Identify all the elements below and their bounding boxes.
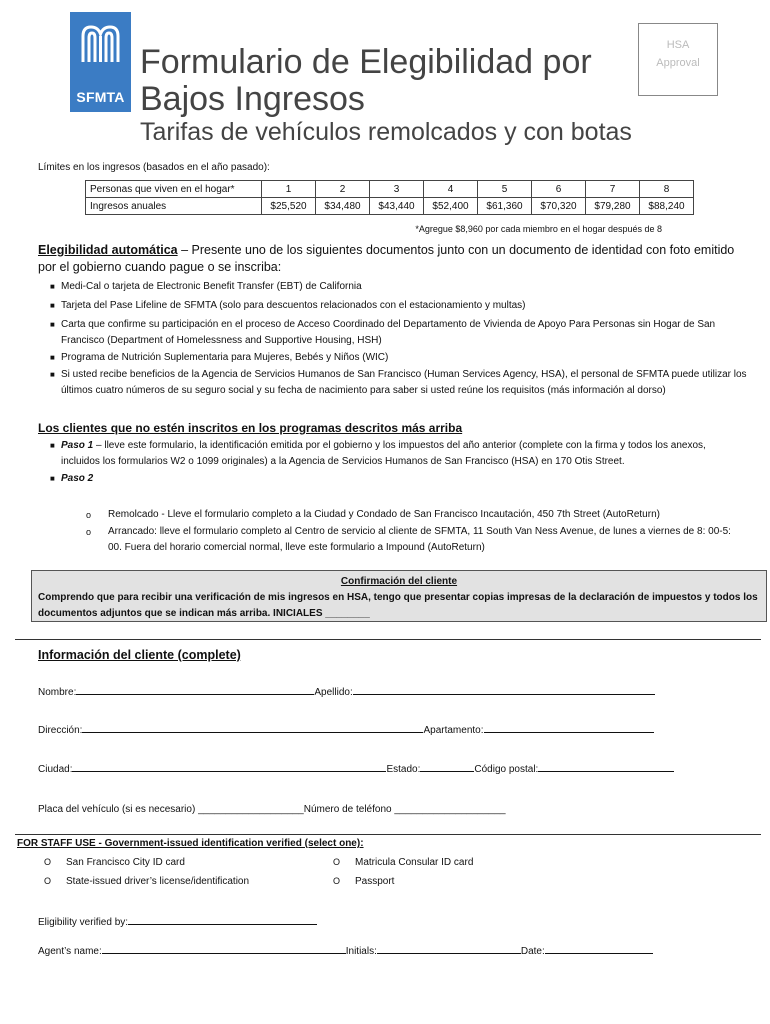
bullet-icon: ■ [50, 301, 55, 310]
staff-use-heading: FOR STAFF USE - Government-issued identification verified (select one): [17, 838, 364, 849]
ciudad-label: Ciudad: [38, 764, 73, 775]
table-cell: $52,400 [424, 198, 478, 215]
radio-circle-icon[interactable]: O [333, 857, 341, 867]
list-item: ■ Tarjeta del Pase Lifeline de SFMTA (solo para descuentos relacionados con el estacionamiento y multas) [38, 298, 748, 314]
vehicle-row [38, 803, 506, 817]
table-cell: 7 [586, 181, 640, 198]
auto-eligibility-section [38, 242, 738, 276]
table-cell: 1 [262, 181, 316, 198]
apartamento-field[interactable] [484, 722, 654, 733]
table-cell: 5 [478, 181, 532, 198]
confirmation-text: Comprendo que para recibir una verificación de mis ingresos en HSA, tengo que presentar copias impresas de la declaración de impuestos y todos los documentos adjuntos que se indican más arriba. INICIALES ________ [38, 592, 758, 619]
estado-label: Estado: [386, 764, 421, 775]
bullet-icon: ■ [50, 370, 55, 379]
logo-text: SFMTA [76, 89, 125, 105]
table-cell: $79,280 [586, 198, 640, 215]
not-enrolled-heading: Los clientes que no estén inscritos en los programas descritos más arriba [38, 421, 463, 435]
hsa-approval-box [638, 23, 718, 96]
hsa-label: HSA [666, 39, 690, 51]
nombre-field[interactable] [76, 684, 314, 695]
table-cell: 6 [532, 181, 586, 198]
list-item: o Remolcado - Lleve el formulario completo a la Ciudad y Condado de San Francisco Incautación, 450 7th Street (AutoReturn) [38, 507, 738, 523]
table-cell: 3 [370, 181, 424, 198]
codigo-field[interactable] [538, 761, 674, 772]
initials-label: Initials: [345, 946, 377, 957]
divider [15, 639, 761, 640]
option-state-license[interactable]: O State-issued driver’s license/identification [44, 876, 250, 887]
agent-label: Agent’s name: [38, 946, 102, 957]
agent-row [38, 943, 653, 959]
table-cell: 4 [424, 181, 478, 198]
bullet-icon: ■ [50, 320, 55, 329]
income-label: Ingresos anuales [86, 198, 262, 215]
sfmta-logo [70, 12, 131, 112]
list-item: ■ Carta que confirme su participación en el proceso de Acceso Coordinado del Departamento de Vivienda de Apoyo Para Personas sin Hogar de San Francisco (Department of Homelessness and Supportive Housing, HSH) [50, 319, 716, 346]
table-cell: $25,520 [262, 198, 316, 215]
bullet-icon: ■ [50, 474, 55, 483]
direccion-label: Dirección: [38, 725, 83, 736]
table-cell: $61,360 [478, 198, 532, 215]
list-item [38, 471, 718, 487]
auto-eligibility-list [38, 279, 748, 399]
sfmta-mark-icon [80, 24, 121, 64]
name-row [38, 684, 655, 700]
verified-field[interactable] [128, 914, 317, 925]
date-label: Date: [520, 946, 545, 957]
table-cell: $70,320 [532, 198, 586, 215]
confirmation-title: Confirmación del cliente [340, 576, 458, 587]
list-item: ■ Medi-Cal o tarjeta de Electronic Benefit Transfer (EBT) de California [38, 279, 748, 295]
page-title: Formulario de Elegibilidad por Bajos Ingresos [140, 43, 592, 118]
step2-sublist [38, 507, 738, 556]
table-cell: $43,440 [370, 198, 424, 215]
radio-circle-icon[interactable]: O [44, 876, 52, 886]
bullet-icon: ■ [50, 353, 55, 362]
steps-list [38, 438, 718, 487]
address-row [38, 722, 654, 738]
list-item: ■ Programa de Nutrición Suplementaria para Mujeres, Bebés y Niños (WIC) [38, 350, 748, 366]
step2-label: Paso 2 [61, 473, 94, 484]
date-field[interactable] [545, 943, 653, 954]
apellido-label: Apellido: [314, 687, 353, 698]
initials-field[interactable] [377, 943, 521, 954]
codigo-label: Código postal: [474, 764, 539, 775]
verified-row [38, 914, 317, 930]
page-subtitle: Tarifas de vehículos remolcados y con botas [140, 118, 632, 146]
table-cell: 8 [640, 181, 694, 198]
bullet-icon: ■ [50, 441, 55, 450]
household-label: Personas que viven en el hogar* [86, 181, 262, 198]
radio-circle-icon[interactable]: O [333, 876, 341, 886]
table-cell: 2 [316, 181, 370, 198]
divider [15, 834, 761, 835]
income-table [85, 180, 694, 215]
agent-field[interactable] [102, 943, 346, 954]
circle-bullet-icon: o [86, 527, 92, 537]
table-row [86, 181, 694, 198]
bullet-icon: ■ [50, 282, 55, 291]
table-cell: $88,240 [640, 198, 694, 215]
apartamento-label: Apartamento: [423, 725, 484, 736]
list-item: ■ Paso 1 – lleve este formulario, la identificación emitida por el gobierno y los impuestos del año anterior (complete con la firma y todos los anexos, incluidos los formularios W2 o 1099 originales) a la Agencia de Servicios Humanos de San Francisco (HSA) en 170 Otis Street. [50, 440, 706, 467]
income-limits-label: Límites en los ingresos (basados en el año pasado): [38, 162, 270, 173]
option-passport[interactable]: O Passport [333, 876, 395, 887]
step1-label: Paso 1 [61, 440, 94, 451]
client-confirmation-box [31, 570, 767, 622]
placa-field[interactable]: Placa del vehículo (si es necesario) ___________________ [38, 804, 304, 815]
verified-label: Eligibility verified by: [38, 917, 129, 928]
option-matricula-consular[interactable]: O Matricula Consular ID card [333, 857, 474, 868]
auto-eligibility-intro: – Presente uno de los siguientes documentos junto con un documento de identidad con foto emitido por el gobierno cuando pague o se inscriba: [38, 243, 735, 274]
ciudad-field[interactable] [72, 761, 386, 772]
radio-circle-icon[interactable]: O [44, 857, 52, 867]
client-info-heading: Información del cliente (complete) [38, 648, 241, 662]
option-sf-city-id[interactable]: O San Francisco City ID card [44, 857, 185, 868]
list-item: ■ Si usted recibe beneficios de la Agencia de Servicios Humanos de San Francisco (Human Services Agency, HSA), el personal de SFMTA puede utilizar los últimos cuatro números de su seguro social y su fecha de nacimiento para saber si usted reúne los requisitos (más información al dorso) [50, 369, 747, 396]
auto-eligibility-heading: Elegibilidad automática [38, 243, 178, 257]
table-row [86, 198, 694, 215]
telefono-field[interactable]: Número de teléfono ____________________ [303, 804, 506, 815]
approval-label: Approval [656, 57, 700, 69]
estado-field[interactable] [420, 761, 474, 772]
apellido-field[interactable] [353, 684, 655, 695]
city-row [38, 761, 674, 777]
household-note: *Agregue $8,960 por cada miembro en el hogar después de 8 [415, 224, 662, 234]
direccion-field[interactable] [82, 722, 423, 733]
nombre-label: Nombre: [38, 687, 77, 698]
table-cell: $34,480 [316, 198, 370, 215]
list-item: o Arrancado: lleve el formulario completo al Centro de servicio al cliente de SFMTA, 11 South Van Ness Avenue, de lunes a viernes de 8: 00-5: 00. Fuera del horario comercial normal, lleve este formulario a Impound (AutoReturn) [86, 526, 731, 553]
circle-bullet-icon: o [86, 510, 92, 520]
